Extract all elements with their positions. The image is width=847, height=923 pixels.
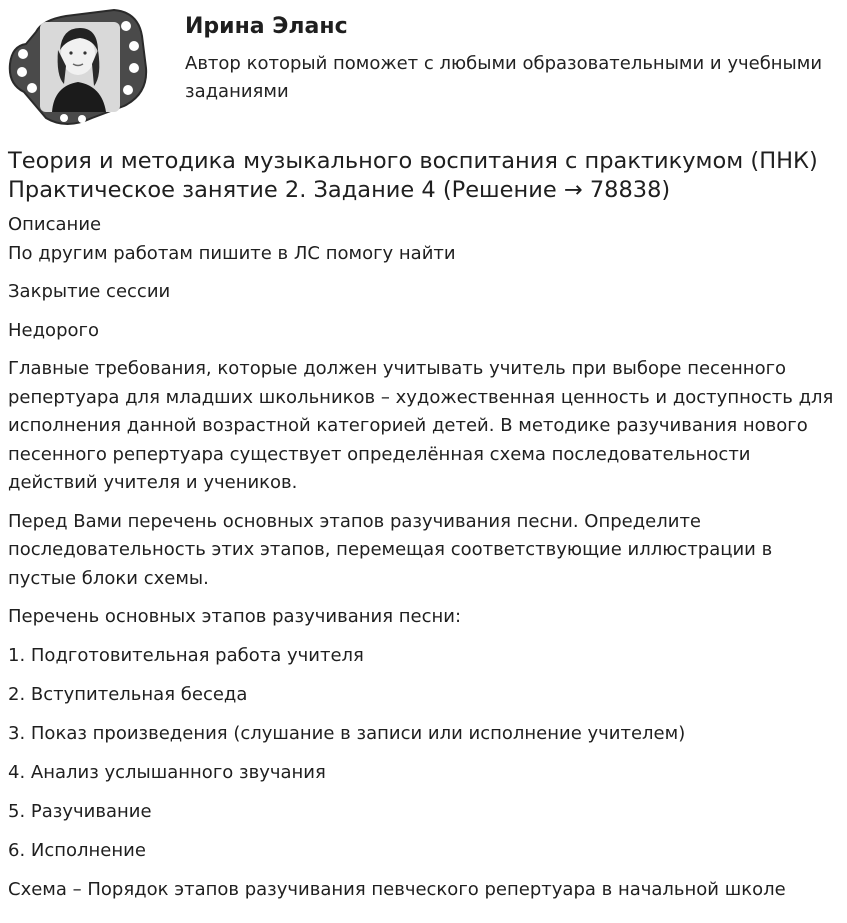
paragraph-requirements: Главные требования, которые должен учитывать учитель при выборе песенного репертуара для младших школьников – художественная ценность и доступность для исполнения данной возрастной категорией детей. В методике разучивания нового песенного репертуара существует определённая схема последовательности действий учителя и учеников.	[8, 358, 834, 493]
step-item: 6. Исполнение	[8, 839, 146, 861]
paragraph-task: Перед Вами перечень основных этапов разучивания песни. Определите последовательность этих этапов, перемещая соответствующие иллюстрации в пустые блоки схемы.	[8, 510, 773, 589]
step-item: 1. Подготовительная работа учителя	[8, 644, 364, 666]
paragraph-contact: По другим работам пишите в ЛС помогу найти	[8, 242, 456, 264]
author-header	[0, 0, 847, 135]
step-item: 5. Разучивание	[8, 800, 152, 822]
step-item: 4. Анализ услышанного звучания	[8, 761, 326, 783]
author-tagline: Автор который поможет с любыми образовательными и учебными заданиями	[185, 53, 823, 102]
paragraph-list-intro: Перечень основных этапов разучивания песни:	[8, 606, 462, 627]
paragraph-price: Недорого	[8, 319, 99, 341]
document-body	[8, 147, 843, 914]
description-label: Описание	[8, 214, 102, 235]
scheme-caption: Схема – Порядок этапов разучивания певческого репертуара в начальной школе	[8, 878, 786, 900]
author-name[interactable]: Ирина Эланс	[185, 14, 348, 39]
paragraph-session: Закрытие сессии	[8, 281, 171, 302]
film-reel-avatar-frame	[6, 6, 152, 128]
author-avatar[interactable]	[6, 6, 152, 128]
step-item: 2. Вступительная беседа	[8, 683, 248, 705]
step-item: 3. Показ произведения (слушание в записи или исполнение учителем)	[8, 722, 686, 744]
page-title: Теория и методика музыкального воспитания с практикумом (ПНК) Практическое занятие 2. Задание 4 (Решение → 78838)	[8, 148, 818, 203]
